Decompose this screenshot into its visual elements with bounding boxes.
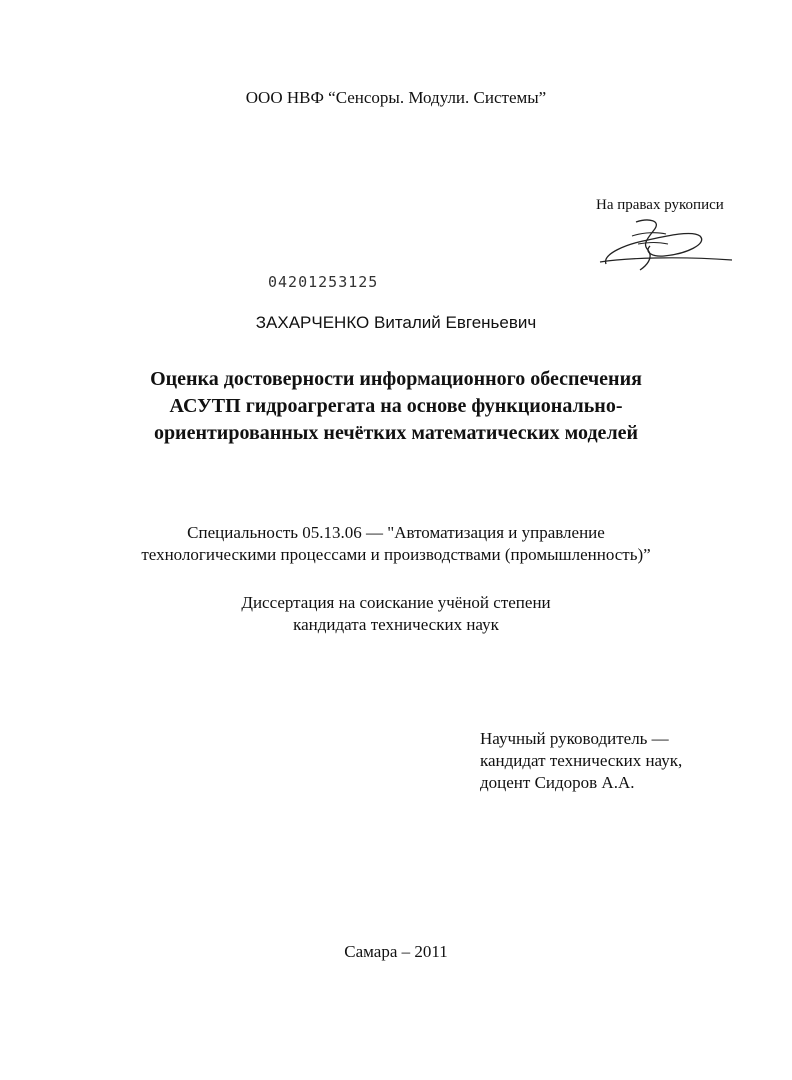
degree-block — [0, 592, 792, 636]
supervisor-line: доцент Сидоров А.А. — [480, 773, 635, 792]
author-name: ЗАХАРЧЕНКО Виталий Евгеньевич — [255, 313, 537, 332]
specialty-line: Специальность 05.13.06 — "Автоматизация и управление — [187, 523, 605, 542]
city-year: Самара – 2011 — [344, 942, 448, 961]
title-line: АСУТП гидроагрегата на основе функционально- — [169, 395, 623, 417]
organization-name: ООО НВФ “Сенсоры. Модули. Системы” — [245, 88, 547, 107]
supervisor-block — [480, 728, 682, 794]
degree-line: Диссертация на соискание учёной степени — [241, 593, 551, 612]
signature-icon — [596, 214, 736, 274]
degree-line: кандидата технических наук — [293, 615, 499, 634]
document-code: 04201253125 — [268, 273, 379, 291]
specialty-line: технологическими процессами и производствами (промышленность)” — [141, 545, 651, 564]
title-line: ориентированных нечётких математических моделей — [153, 422, 639, 444]
supervisor-line: Научный руководитель — — [480, 729, 669, 748]
specialty-block — [0, 522, 792, 566]
manuscript-rights-note: На правах рукописи — [596, 197, 724, 213]
dissertation-title — [0, 366, 792, 447]
title-line: Оценка достоверности информационного обеспечения — [150, 368, 642, 390]
supervisor-line: кандидат технических наук, — [480, 751, 683, 770]
